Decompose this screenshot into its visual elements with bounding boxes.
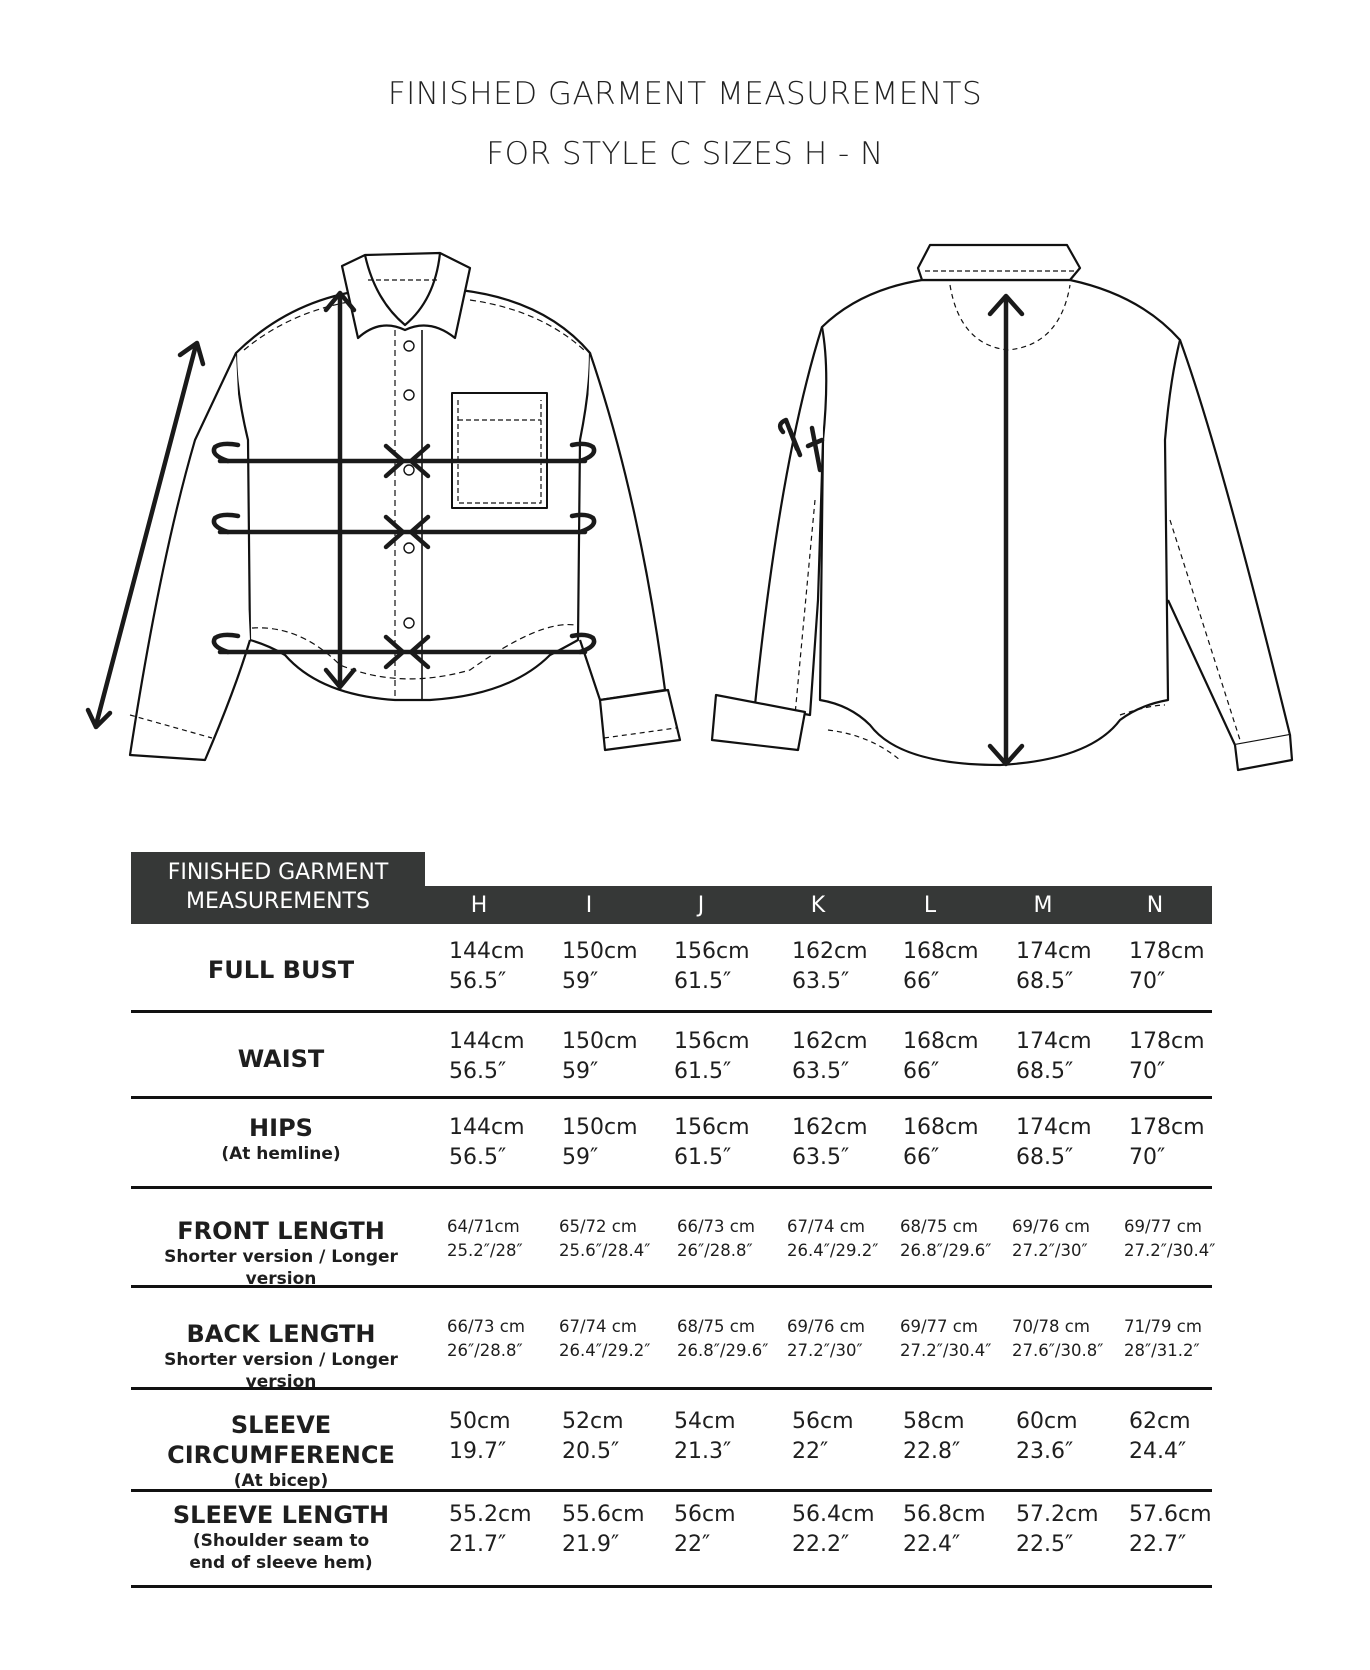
table-cell xyxy=(674,1500,736,1560)
cell-inches: 25.2″/28″ xyxy=(447,1241,523,1260)
cell-cm: 144cm xyxy=(449,1029,525,1054)
cell-inches: 56.5″ xyxy=(449,1059,507,1084)
cell-inches: 22.2″ xyxy=(792,1532,850,1557)
cell-cm: 56cm xyxy=(674,1502,736,1527)
cell-inches: 22.4″ xyxy=(903,1532,961,1557)
cell-cm: 69/76 cm xyxy=(1012,1217,1090,1236)
cell-inches: 22.5″ xyxy=(1016,1532,1074,1557)
cell-cm: 174cm xyxy=(1016,939,1092,964)
table-cell xyxy=(1129,1407,1191,1467)
cell-inches: 25.6″/28.4″ xyxy=(559,1241,651,1260)
row-label xyxy=(131,1113,431,1165)
cell-cm: 174cm xyxy=(1016,1029,1092,1054)
cell-inches: 24.4″ xyxy=(1129,1439,1187,1464)
cell-inches: 20.5″ xyxy=(562,1439,620,1464)
cell-cm: 54cm xyxy=(674,1409,736,1434)
cell-cm: 150cm xyxy=(562,939,638,964)
cell-cm: 68/75 cm xyxy=(677,1317,755,1336)
row-label-main: HIPS xyxy=(249,1114,313,1142)
table-cell xyxy=(792,937,868,997)
table-cell xyxy=(559,1215,650,1263)
cell-cm: 71/79 cm xyxy=(1124,1317,1202,1336)
cell-cm: 70/78 cm xyxy=(1012,1317,1090,1336)
row-label-sub: (At bicep) xyxy=(233,1471,329,1491)
cell-cm: 156cm xyxy=(674,1029,750,1054)
table-cell xyxy=(1012,1215,1090,1263)
cell-inches: 28″/31.2″ xyxy=(1124,1341,1200,1360)
cell-cm: 162cm xyxy=(792,1029,868,1054)
cell-inches: 59″ xyxy=(562,969,599,994)
row-label-main: FULL BUST xyxy=(207,956,355,984)
cell-inches: 70″ xyxy=(1129,1145,1166,1170)
table-cell xyxy=(787,1315,865,1363)
size-header-l: L xyxy=(923,893,937,918)
table-cell xyxy=(449,1027,525,1087)
back-shirt-illustration xyxy=(705,235,1305,775)
row-label-sub2: end of sleeve hem) xyxy=(189,1553,373,1573)
cell-inches: 63.5″ xyxy=(792,1059,850,1084)
cell-cm: 162cm xyxy=(792,939,868,964)
row-label-sub: (Shoulder seam to xyxy=(192,1531,370,1551)
cell-inches: 56.5″ xyxy=(449,1145,507,1170)
table-cell xyxy=(1016,1027,1092,1087)
cell-cm: 178cm xyxy=(1129,939,1205,964)
cell-inches: 22″ xyxy=(674,1532,711,1557)
cell-cm: 156cm xyxy=(674,1115,750,1140)
cell-inches: 26.8″/29.6″ xyxy=(677,1341,769,1360)
cell-inches: 27.2″/30.4″ xyxy=(900,1341,992,1360)
row-label-main: SLEEVE LENGTH xyxy=(172,1501,390,1529)
cell-cm: 56.4cm xyxy=(792,1502,875,1527)
cell-inches: 22″ xyxy=(792,1439,829,1464)
cell-cm: 55.2cm xyxy=(449,1502,532,1527)
row-label xyxy=(131,955,431,985)
cell-inches: 61.5″ xyxy=(674,1145,732,1170)
table-cell xyxy=(562,937,638,997)
row-label-sub: Shorter version / Longer version xyxy=(164,1247,398,1289)
table-cell xyxy=(562,1407,624,1467)
table-cell xyxy=(449,1500,532,1560)
cell-cm: 69/76 cm xyxy=(787,1317,865,1336)
row-divider xyxy=(131,1186,1212,1189)
table-cell xyxy=(674,1407,736,1467)
table-cell xyxy=(1012,1315,1103,1363)
row-label xyxy=(131,1216,431,1290)
cell-cm: 66/73 cm xyxy=(677,1217,755,1236)
row-divider xyxy=(131,1096,1212,1099)
cell-cm: 67/74 cm xyxy=(787,1217,865,1236)
table-cell xyxy=(449,1113,525,1173)
cell-inches: 26.8″/29.6″ xyxy=(900,1241,992,1260)
cell-cm: 57.6cm xyxy=(1129,1502,1212,1527)
cell-inches: 21.7″ xyxy=(449,1532,507,1557)
table-cell xyxy=(1129,937,1205,997)
cell-cm: 62cm xyxy=(1129,1409,1191,1434)
cell-inches: 66″ xyxy=(903,969,940,994)
cell-inches: 27.2″/30″ xyxy=(1012,1241,1088,1260)
table-cell xyxy=(1016,937,1092,997)
cell-inches: 63.5″ xyxy=(792,969,850,994)
cell-inches: 21.3″ xyxy=(674,1439,732,1464)
cell-inches: 27.6″/30.8″ xyxy=(1012,1341,1104,1360)
cell-cm: 178cm xyxy=(1129,1029,1205,1054)
cell-inches: 26.4″/29.2″ xyxy=(559,1341,651,1360)
cell-inches: 19.7″ xyxy=(449,1439,507,1464)
table-cell xyxy=(677,1315,768,1363)
table-cell xyxy=(1124,1215,1215,1263)
cell-cm: 64/71cm xyxy=(447,1217,520,1236)
table-cell xyxy=(903,1500,986,1560)
cell-cm: 50cm xyxy=(449,1409,511,1434)
table-cell xyxy=(559,1315,650,1363)
cell-cm: 162cm xyxy=(792,1115,868,1140)
cell-cm: 58cm xyxy=(903,1409,965,1434)
table-cell xyxy=(787,1215,878,1263)
table-cell xyxy=(447,1315,525,1363)
row-label-sub: Shorter version / Longer version xyxy=(164,1350,398,1392)
row-label-sub: (At hemline) xyxy=(221,1144,341,1164)
cell-inches: 27.2″/30.4″ xyxy=(1124,1241,1216,1260)
row-label xyxy=(131,1500,431,1574)
table-cell xyxy=(674,1027,750,1087)
table-cell xyxy=(562,1500,645,1560)
table-header-label xyxy=(131,852,425,924)
cell-inches: 26.4″/29.2″ xyxy=(787,1241,879,1260)
page-subtitle: FOR STYLE C SIZES H - N xyxy=(486,136,884,172)
cell-cm: 156cm xyxy=(674,939,750,964)
table-cell xyxy=(903,1027,979,1087)
table-cell xyxy=(900,1315,991,1363)
cell-cm: 66/73 cm xyxy=(447,1317,525,1336)
cell-inches: 63.5″ xyxy=(792,1145,850,1170)
cell-cm: 57.2cm xyxy=(1016,1502,1099,1527)
cell-cm: 69/77 cm xyxy=(900,1317,978,1336)
front-shirt-illustration xyxy=(80,235,690,775)
row-label xyxy=(131,1410,431,1492)
cell-cm: 56cm xyxy=(792,1409,854,1434)
cell-cm: 69/77 cm xyxy=(1124,1217,1202,1236)
cell-cm: 55.6cm xyxy=(562,1502,645,1527)
cell-cm: 168cm xyxy=(903,939,979,964)
header-label-line1: FINISHED GARMENT xyxy=(167,860,389,885)
cell-inches: 27.2″/30″ xyxy=(787,1341,863,1360)
cell-cm: 150cm xyxy=(562,1115,638,1140)
table-cell xyxy=(1016,1113,1092,1173)
table-cell xyxy=(1124,1315,1202,1363)
table-cell xyxy=(903,1113,979,1173)
size-header-j: J xyxy=(697,893,705,918)
size-header-m: M xyxy=(1033,893,1053,918)
size-header-n: N xyxy=(1146,893,1164,918)
table-cell xyxy=(674,1113,750,1173)
cell-inches: 61.5″ xyxy=(674,969,732,994)
cell-inches: 61.5″ xyxy=(674,1059,732,1084)
cell-inches: 22.7″ xyxy=(1129,1532,1187,1557)
cell-inches: 22.8″ xyxy=(903,1439,961,1464)
table-cell xyxy=(792,1500,875,1560)
size-header-h: H xyxy=(470,893,488,918)
cell-cm: 65/72 cm xyxy=(559,1217,637,1236)
row-divider xyxy=(131,1585,1212,1588)
header-label-line2: MEASUREMENTS xyxy=(186,889,370,914)
cell-inches: 56.5″ xyxy=(449,969,507,994)
cell-cm: 168cm xyxy=(903,1029,979,1054)
table-cell xyxy=(449,1407,511,1467)
cell-inches: 59″ xyxy=(562,1145,599,1170)
cell-inches: 66″ xyxy=(903,1059,940,1084)
cell-inches: 59″ xyxy=(562,1059,599,1084)
table-cell xyxy=(900,1215,991,1263)
row-divider xyxy=(131,1010,1212,1013)
row-label-main: WAIST xyxy=(237,1045,325,1073)
table-cell xyxy=(447,1215,523,1263)
cell-cm: 168cm xyxy=(903,1115,979,1140)
cell-cm: 178cm xyxy=(1129,1115,1205,1140)
cell-inches: 23.6″ xyxy=(1016,1439,1074,1464)
table-cell xyxy=(1129,1113,1205,1173)
table-cell xyxy=(903,1407,965,1467)
table-cell xyxy=(903,937,979,997)
table-cell xyxy=(449,937,525,997)
cell-inches: 68.5″ xyxy=(1016,1145,1074,1170)
table-cell xyxy=(677,1215,755,1263)
cell-cm: 56.8cm xyxy=(903,1502,986,1527)
cell-inches: 68.5″ xyxy=(1016,1059,1074,1084)
cell-inches: 66″ xyxy=(903,1145,940,1170)
cell-inches: 70″ xyxy=(1129,1059,1166,1084)
cell-inches: 26″/28.8″ xyxy=(677,1241,753,1260)
table-cell xyxy=(674,937,750,997)
table-cell xyxy=(1129,1500,1212,1560)
table-cell xyxy=(792,1113,868,1173)
table-cell xyxy=(562,1113,638,1173)
page-title: FINISHED GARMENT MEASUREMENTS xyxy=(387,76,983,112)
table-cell xyxy=(792,1027,868,1087)
cell-cm: 144cm xyxy=(449,939,525,964)
cell-cm: 144cm xyxy=(449,1115,525,1140)
row-label xyxy=(131,1044,431,1074)
table-cell xyxy=(1129,1027,1205,1087)
table-cell xyxy=(1016,1500,1099,1560)
size-header-k: K xyxy=(810,893,826,918)
row-label xyxy=(131,1319,431,1393)
cell-cm: 68/75 cm xyxy=(900,1217,978,1236)
cell-cm: 150cm xyxy=(562,1029,638,1054)
table-cell xyxy=(562,1027,638,1087)
cell-inches: 21.9″ xyxy=(562,1532,620,1557)
row-label-main: SLEEVE CIRCUMFERENCE xyxy=(167,1411,395,1469)
table-cell xyxy=(1016,1407,1078,1467)
cell-cm: 52cm xyxy=(562,1409,624,1434)
cell-cm: 67/74 cm xyxy=(559,1317,637,1336)
cell-cm: 60cm xyxy=(1016,1409,1078,1434)
row-label-main: BACK LENGTH xyxy=(186,1320,376,1348)
cell-inches: 68.5″ xyxy=(1016,969,1074,994)
row-label-main: FRONT LENGTH xyxy=(177,1217,385,1245)
table-cell xyxy=(792,1407,854,1467)
cell-inches: 70″ xyxy=(1129,969,1166,994)
cell-inches: 26″/28.8″ xyxy=(447,1341,523,1360)
size-header-i: I xyxy=(585,893,593,918)
cell-cm: 174cm xyxy=(1016,1115,1092,1140)
